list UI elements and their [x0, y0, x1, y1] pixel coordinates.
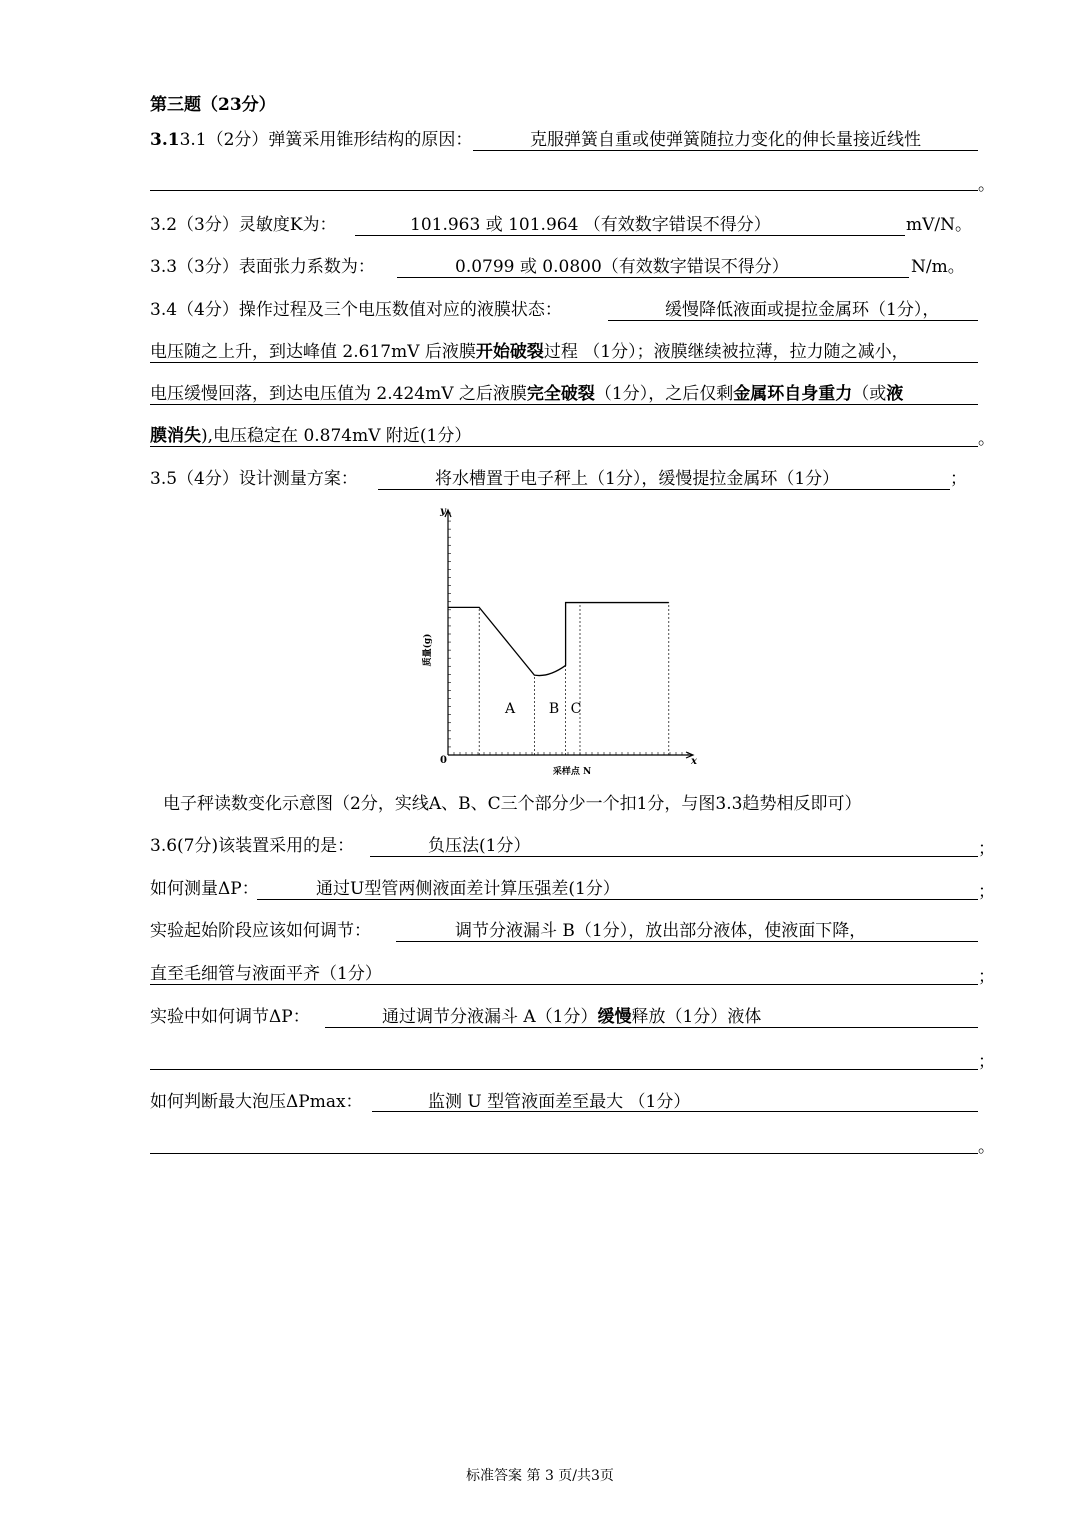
chart-caption: 电子秤读数变化示意图（2分，实线A、B、C三个部分少一个扣1分，与图3.3趋势相反即可）: [163, 794, 862, 814]
q34-answer-1: 缓慢降低液面或提拉金属环（1分），: [665, 300, 940, 320]
region-label-a: A: [504, 701, 516, 717]
q36b-label: 如何测量ΔP：: [150, 879, 259, 899]
region-label-c: C: [570, 701, 582, 717]
y-axis-letter: y: [440, 506, 446, 517]
q36d-answer: 通过调节分液漏斗 A（1分）缓慢释放（1分）液体: [382, 1007, 762, 1027]
q36-end: ；: [978, 839, 995, 859]
q36-label: 3.6(7分)该装置采用的是：: [150, 836, 355, 856]
q34-end: 。: [978, 429, 995, 449]
series-line: [448, 603, 669, 676]
scale-reading-chart: [410, 505, 710, 785]
q36d-label: 实验中如何调节ΔP：: [150, 1007, 310, 1027]
q36d-answer-line-2: [150, 1069, 978, 1070]
region-label-b: B: [548, 701, 560, 717]
q31-end: 。: [978, 175, 995, 195]
origin-label: 0: [440, 755, 447, 766]
page-footer: 标准答案 第 3 页/共3页: [466, 1468, 614, 1484]
q36c-answer-2: 直至毛细管与液面平齐（1分）: [150, 964, 382, 984]
q36e-answer: 监测 U 型管液面差至最大 （1分）: [428, 1092, 691, 1112]
q34-label: 3.4（4分）操作过程及三个电压数值对应的液膜状态：: [150, 300, 562, 320]
q31-label: 3.13.1（2分）弹簧采用锥形结构的原因：: [150, 130, 473, 150]
q32-label: 3.2（3分）灵敏度K为：: [150, 215, 337, 235]
q35-end: ；: [950, 469, 967, 489]
q36e-end: 。: [978, 1137, 995, 1157]
q34-answer-2: 电压随之上升，到达峰值 2.617mV 后液膜开始破裂过程 （1分）；液膜继续被拉薄，拉力随之减小，: [150, 342, 909, 362]
y-axis-label: 质量(g): [423, 633, 433, 667]
x-axis-label: 采样点 N: [552, 767, 592, 777]
q36-answer: 负压法(1分）: [428, 836, 531, 856]
q36c-answer-1: 调节分液漏斗 B（1分），放出部分液体，使液面下降，: [455, 921, 867, 941]
q34-answer-3: 电压缓慢回落，到达电压值为 2.424mV 之后液膜完全破裂（1分），之后仅剩金属环自身重力（或液: [150, 384, 904, 404]
q36b-answer: 通过U型管两侧液面差计算压强差(1分）: [316, 879, 620, 899]
q36d-end: ；: [978, 1052, 995, 1072]
x-axis-letter: x: [691, 756, 697, 767]
q35-label: 3.5（4分）设计测量方案：: [150, 469, 358, 489]
q36b-end: ；: [978, 882, 995, 902]
q31-answer-line-2: [150, 190, 978, 191]
q36e-answer-line-2: [150, 1153, 978, 1154]
q32-unit: mV/N。: [906, 215, 972, 235]
q33-unit: N/m。: [911, 257, 965, 277]
q31-answer: 克服弹簧自重或使弹簧随拉力变化的伸长量接近线性: [530, 130, 921, 150]
q36e-label: 如何判断最大泡压ΔPmax：: [150, 1092, 363, 1112]
q33-answer: 0.0799 或 0.0800（有效数字错误不得分）: [455, 257, 789, 277]
section-title: 第三题（23分）: [150, 95, 276, 115]
q36c-end: ；: [978, 967, 995, 987]
q36c-label: 实验起始阶段应该如何调节：: [150, 921, 371, 941]
q34-answer-4: 膜消失),电压稳定在 0.874mV 附近(1分）: [150, 426, 472, 446]
q35-answer: 将水槽置于电子秤上（1分），缓慢提拉金属环（1分）: [435, 469, 840, 489]
q32-answer: 101.963 或 101.964 （有效数字错误不得分）: [410, 215, 771, 235]
q31-label-text: 3.1（2分）弹簧采用锥形结构的原因：: [179, 130, 473, 150]
q33-label: 3.3（3分）表面张力系数为：: [150, 257, 375, 277]
